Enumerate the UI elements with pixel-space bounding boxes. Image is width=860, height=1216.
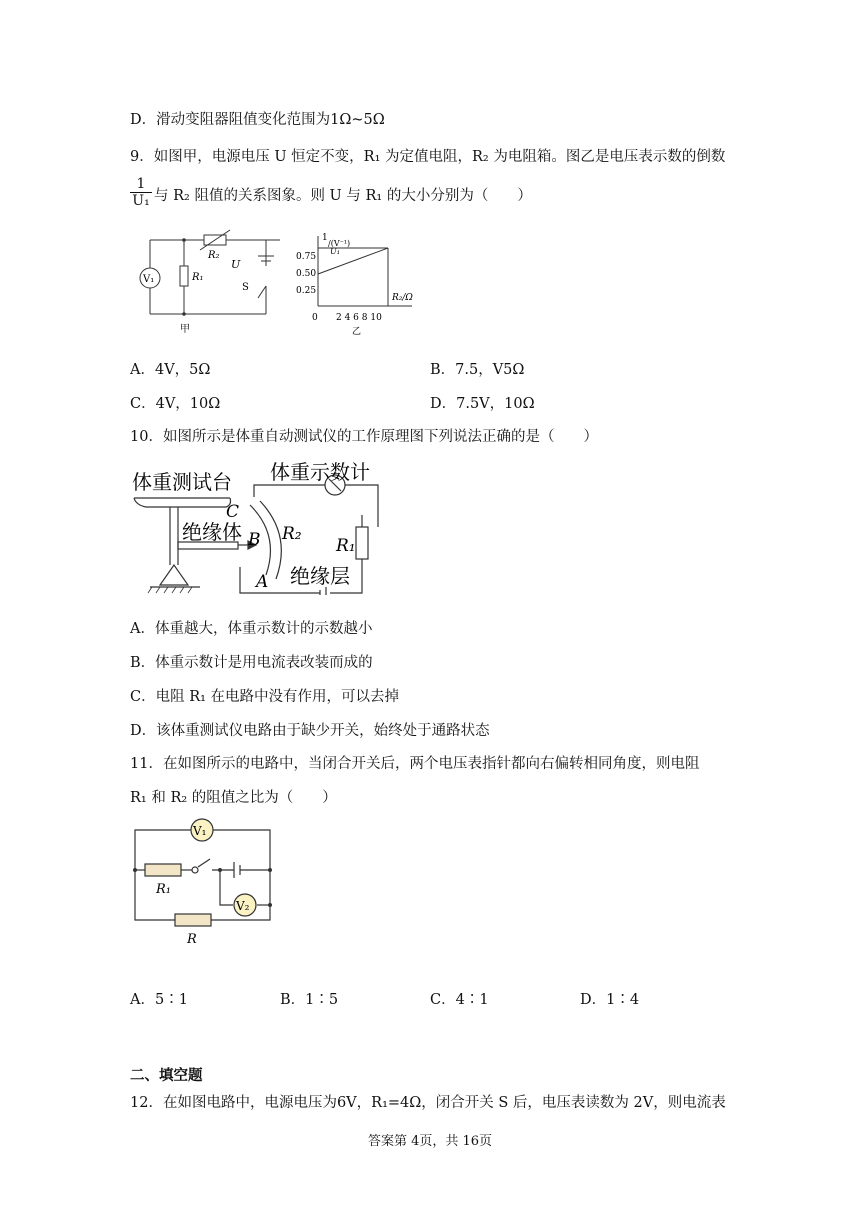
q10-option-d: D．该体重测试仪电路由于缺少开关，始终处于通路状态	[130, 723, 490, 739]
label-v2: V₂	[236, 899, 250, 913]
q9-option-a: A．4V，5Ω	[130, 362, 211, 378]
q11-stem-line2: R₁ 和 R₂ 的阻值之比为（ ）	[130, 790, 337, 806]
q9-option-b: B．7.5，V5Ω	[430, 362, 525, 378]
label-b: B	[248, 530, 261, 550]
label-r2: R₂	[282, 524, 302, 544]
label-a: A	[256, 572, 269, 592]
q9-graph-yi	[290, 228, 425, 340]
label-platform: 体重测试台	[132, 470, 232, 494]
q11-option-b: B．1∶5	[280, 992, 339, 1008]
xticks: 2 4 6 8 10	[336, 313, 382, 323]
fraction-numerator: 1	[130, 176, 152, 193]
q10-figure	[130, 455, 390, 595]
q9-fraction	[130, 176, 152, 209]
ylabel-num: 1	[322, 233, 328, 243]
label-r1: R₁	[192, 272, 204, 283]
ytick-050: 0.50	[296, 269, 317, 279]
label-v1: V₁	[143, 274, 155, 285]
q11-circuit	[130, 815, 280, 950]
ylabel-unit: /(V⁻¹)	[328, 239, 351, 248]
q11-option-d: D．1∶4	[580, 992, 640, 1008]
label-r1: R₁	[156, 882, 171, 897]
origin-label: 0	[312, 313, 318, 323]
ylabel-sub: U₁	[330, 247, 340, 256]
label-meter: 体重示数计	[270, 460, 370, 484]
q10-option-c: C．电阻 R₁ 在电路中没有作用，可以去掉	[130, 689, 400, 705]
label-insulator: 绝缘体	[182, 520, 242, 544]
label-c: C	[226, 502, 240, 522]
label-r2: R₂	[208, 250, 220, 261]
label-v1: V₁	[193, 824, 207, 838]
label-layer: 绝缘层	[290, 564, 350, 588]
label-s: S	[242, 282, 249, 293]
q10-option-b: B．体重示数计是用电流表改装而成的	[130, 655, 373, 671]
q9-stem-line1: 9．如图甲，电源电压 U 恒定不变，R₁ 为定值电阻，R₂ 为电阻箱。图乙是电压表示数的倒数	[130, 149, 726, 165]
xlabel: R₂/Ω	[392, 293, 413, 303]
label-r1: R₁	[336, 536, 356, 556]
q8-option-d: D．滑动变阻器阻值变化范围为1Ω~5Ω	[130, 112, 385, 128]
q9-option-c: C．4V，10Ω	[130, 396, 221, 412]
label-r: R	[187, 932, 197, 947]
q9-option-d: D．7.5V，10Ω	[430, 396, 535, 412]
fraction-denominator: U₁	[132, 193, 150, 209]
q11-option-c: C．4∶1	[430, 992, 489, 1008]
label-fig-jia: 甲	[180, 324, 190, 335]
q11-stem-line1: 11．在如图所示的电路中，当闭合开关后，两个电压表指针都向右偏转相同角度，则电阻	[130, 756, 700, 772]
label-fig-yi: 乙	[352, 327, 362, 337]
q11-option-a: A．5∶1	[130, 992, 188, 1008]
q10-option-a: A．体重越大，体重示数计的示数越小	[130, 621, 373, 637]
section-title: 二、填空题	[130, 1067, 203, 1084]
q12-stem: 12．在如图电路中，电源电压为6V，R₁=4Ω，闭合开关 S 后，电压表读数为 2V，则电流表	[130, 1095, 726, 1111]
label-u: U	[231, 258, 241, 271]
ytick-025: 0.25	[296, 286, 317, 296]
q10-stem: 10．如图所示是体重自动测试仪的工作原理图下列说法正确的是（ ）	[130, 429, 598, 445]
q9-circuit-jia	[130, 228, 280, 338]
q9-stem-line2: 与 R₂ 阻值的关系图象。则 U 与 R₁ 的大小分别为（ ）	[154, 188, 532, 204]
ytick-075: 0.75	[296, 252, 317, 262]
page-footer: 答案第 4页，共 16页	[367, 1134, 493, 1149]
